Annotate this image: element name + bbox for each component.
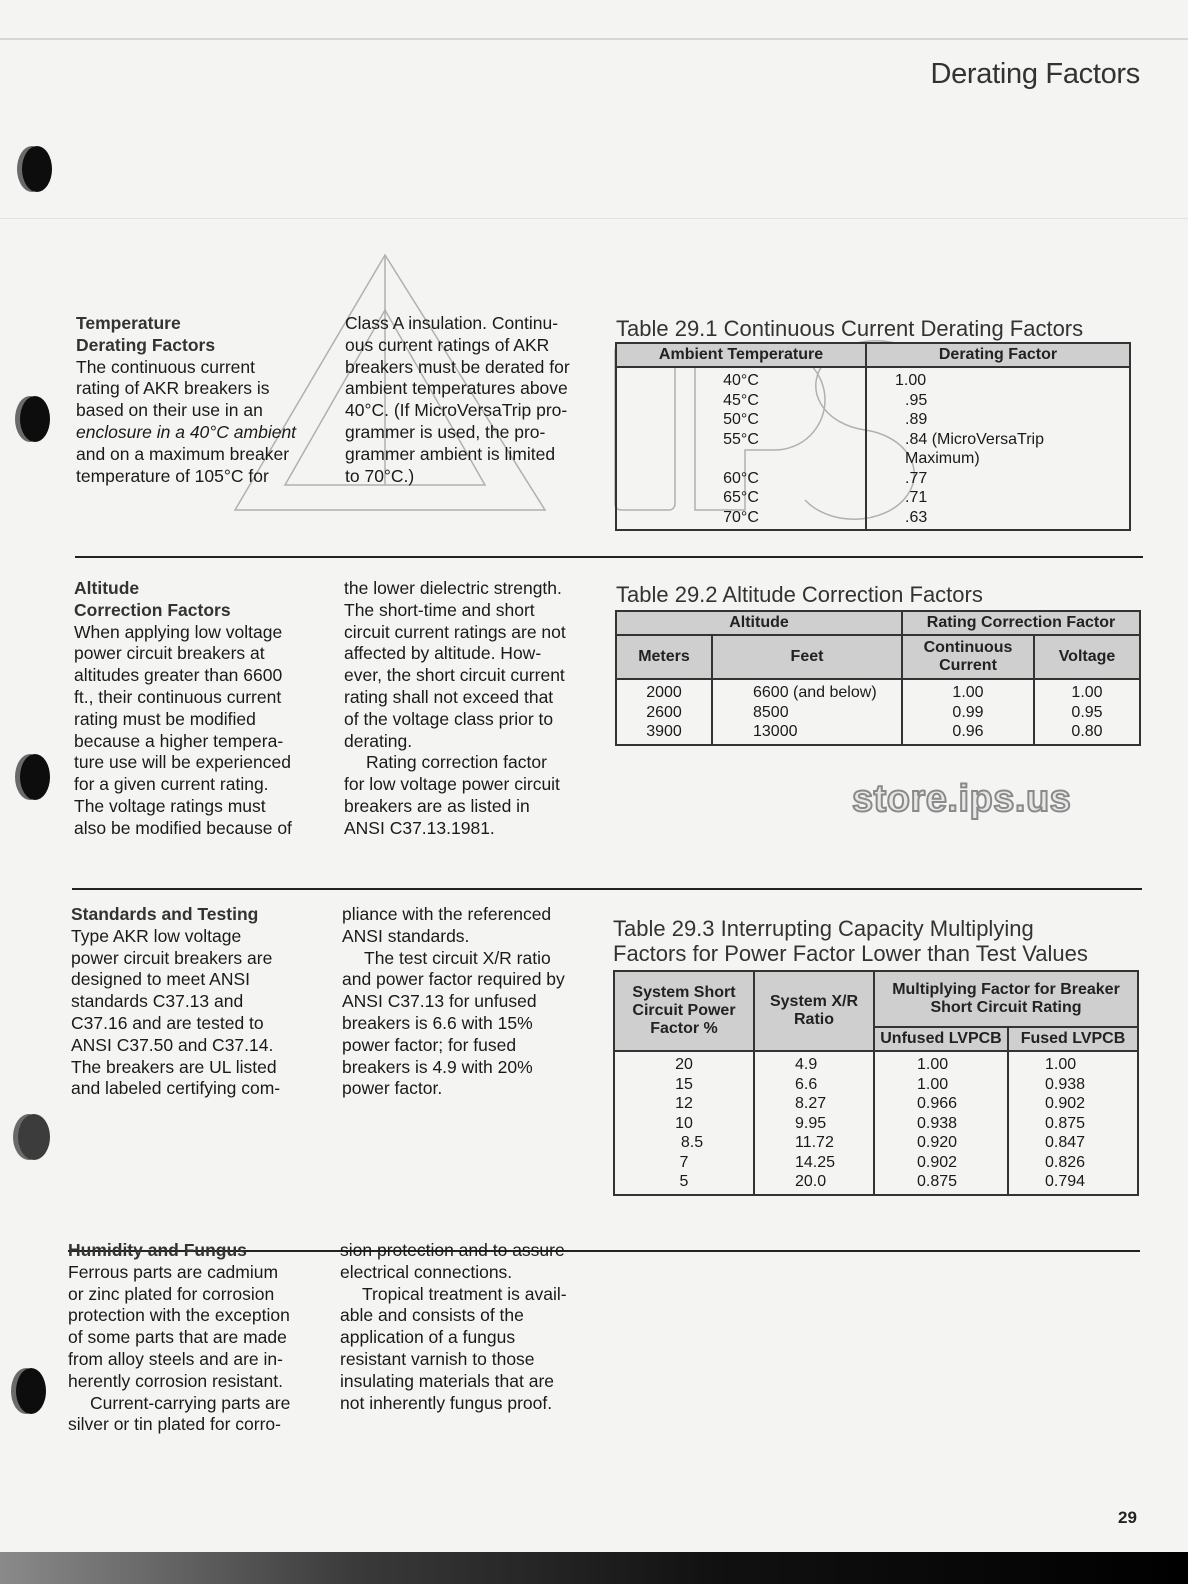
text-line: rating of AKR breakers is [76, 378, 270, 399]
table-row [616, 679, 1140, 703]
col-header: Continuous Current [902, 635, 1034, 679]
text-line: and labeled certifying com- [71, 1078, 281, 1099]
text-line: ambient temperatures above [345, 378, 568, 399]
cell: 70°C [616, 508, 866, 531]
cell: .84 (MicroVersaTrip Maximum) [866, 430, 1130, 469]
cell: 20 [614, 1051, 754, 1075]
text-line: electrical connections. [340, 1261, 513, 1282]
text-line: also be modified because of [74, 817, 292, 838]
text-line: ever, the short circuit current [344, 665, 565, 686]
text-line: enclosure in a 40°C ambient [76, 421, 297, 442]
text-line: rating shall not exceed that [344, 686, 554, 707]
cell: 0.875 [1008, 1114, 1138, 1134]
table3 [613, 970, 1139, 1196]
cell: 0.875 [874, 1172, 1008, 1195]
altitude-col1 [74, 578, 329, 840]
text-line: 40°C. (If MicroVersaTrip pro- [345, 400, 568, 421]
text-line: for low voltage power circuit [344, 774, 560, 795]
cell: 1.00 [874, 1075, 1008, 1095]
temperature-col2 [345, 313, 600, 487]
table-row [614, 1051, 1138, 1075]
text-line: of some parts that are made [68, 1327, 287, 1348]
cell: .89 [866, 410, 1130, 430]
text-line: altitudes greater than 6600 [74, 665, 283, 686]
col-header: Fused LVPCB [1008, 1027, 1138, 1051]
text-line: not inherently fungus proof. [340, 1392, 553, 1413]
section-heading: Humidity and Fungus [68, 1240, 247, 1260]
section-heading: Temperature [76, 313, 181, 333]
cell: 0.920 [874, 1133, 1008, 1153]
text-line: ANSI C37.50 and C37.14. [71, 1034, 274, 1055]
text-line: able and consists of the [340, 1305, 524, 1326]
cell: 0.902 [874, 1153, 1008, 1173]
cell: 10 [614, 1114, 754, 1134]
binder-hole [18, 1114, 50, 1160]
humidity-col1 [68, 1240, 333, 1436]
cell: 3900 [616, 722, 712, 745]
text-line: breakers are as listed in [344, 795, 530, 816]
section-heading: Correction Factors [74, 599, 231, 620]
text-line: breakers is 4.9 with 20% [342, 1056, 533, 1077]
binder-hole [20, 396, 50, 442]
table-row [616, 508, 1130, 531]
table1 [615, 342, 1131, 531]
text-line: standards C37.13 and [71, 991, 244, 1012]
cell: 60°C [616, 469, 866, 489]
section-heading: Altitude [74, 578, 140, 598]
store-watermark: store.ips.us [852, 778, 1072, 820]
cell: 0.902 [1008, 1094, 1138, 1114]
text-line: The breakers are UL listed [71, 1056, 277, 1077]
cell: 2600 [616, 703, 712, 723]
cell: 4.9 [754, 1051, 874, 1075]
text-line: Class A insulation. Continu- [345, 313, 559, 333]
text-line: application of a fungus [340, 1327, 516, 1348]
cell: 0.847 [1008, 1133, 1138, 1153]
cell: 20.0 [754, 1172, 874, 1195]
text-line: affected by altitude. How- [344, 643, 542, 664]
cell: 40°C [616, 367, 866, 391]
text-line: circuit current ratings are not [344, 621, 566, 642]
text-line: ANSI C37.13.1981. [344, 817, 495, 838]
cell: 0.794 [1008, 1172, 1138, 1195]
table-row [614, 1094, 1138, 1114]
cell: 14.25 [754, 1153, 874, 1173]
text-line: Ferrous parts are cadmium [68, 1261, 279, 1282]
text-line: breakers is 6.6 with 15% [342, 1012, 533, 1033]
cell: 50°C [616, 410, 866, 430]
col-header: Derating Factor [866, 343, 1130, 367]
col-header: Voltage [1034, 635, 1140, 679]
text-line: When applying low voltage [74, 621, 283, 642]
text-line: and power factor required by [342, 969, 565, 990]
cell: .77 [866, 469, 1130, 489]
page-number: 29 [1118, 1508, 1137, 1527]
text-line: grammer ambient is limited [345, 443, 556, 464]
cell: 45°C [616, 391, 866, 411]
text-line: from alloy steels and are in- [68, 1348, 283, 1369]
cell: 8500 [712, 703, 902, 723]
text-line: resistant varnish to those [340, 1348, 535, 1369]
cell: 0.96 [902, 722, 1034, 745]
text-line: the lower dielectric strength. [344, 578, 562, 598]
text-line: herently corrosion resistant. [68, 1370, 283, 1391]
table1-caption: Table 29.1 Continuous Current Derating Factors [616, 316, 1084, 341]
cell: 6.6 [754, 1075, 874, 1095]
table2-caption: Table 29.2 Altitude Correction Factors [616, 582, 983, 607]
text-line: power circuit breakers are [71, 947, 273, 968]
text-line: protection with the exception [68, 1305, 290, 1326]
table-row [614, 1172, 1138, 1195]
text-line: ANSI C37.13 for unfused [342, 991, 537, 1012]
text-line: of the voltage class prior to [344, 708, 554, 729]
text-line: The test circuit X/R ratio [364, 947, 551, 968]
table-row [616, 469, 1130, 489]
table-row [614, 1133, 1138, 1153]
altitude-col2 [344, 578, 599, 840]
table3-caption [613, 916, 1088, 966]
binder-hole [20, 754, 50, 800]
text-line: Current-carrying parts are [90, 1392, 291, 1413]
faint-rule [0, 218, 1188, 219]
cell: 7 [614, 1153, 754, 1173]
standards-col1 [71, 904, 326, 1100]
table-row [616, 430, 1130, 469]
text-line: power factor; for fused [342, 1034, 517, 1055]
col-header: Unfused LVPCB [874, 1027, 1008, 1051]
caption-line: Table 29.3 Interrupting Capacity Multiplying [613, 916, 1034, 941]
scan-edge [0, 1552, 1188, 1584]
table2 [615, 610, 1141, 746]
section-divider [72, 888, 1142, 890]
text-line: insulating materials that are [340, 1370, 554, 1391]
text-line: grammer is used, the pro- [345, 421, 546, 442]
text-line: designed to meet ANSI [71, 969, 250, 990]
text-line: for a given current rating. [74, 774, 269, 795]
text-line: Type AKR low voltage [71, 925, 242, 946]
table-row [616, 367, 1130, 391]
text-line: sion protection and to assure [340, 1240, 565, 1260]
table-row [616, 722, 1140, 745]
col-header: Meters [616, 635, 712, 679]
text-line: rating must be modified [74, 708, 256, 729]
col-header: Feet [712, 635, 902, 679]
cell: 0.95 [1034, 703, 1140, 723]
table-row [616, 410, 1130, 430]
group-header: Altitude [616, 611, 902, 635]
col-header: System X/R Ratio [754, 971, 874, 1051]
table-row [616, 488, 1130, 508]
cell: 11.72 [754, 1133, 874, 1153]
cell: 1.00 [866, 367, 1130, 391]
cell: 6600 (and below) [712, 679, 902, 703]
group-header: Rating Correction Factor [902, 611, 1140, 635]
cell: 5 [614, 1172, 754, 1195]
text-line: C37.16 and are tested to [71, 1012, 264, 1033]
text-line: Tropical treatment is avail- [362, 1283, 567, 1304]
cell: 8.27 [754, 1094, 874, 1114]
text-line: silver or tin plated for corro- [68, 1414, 281, 1435]
cell: 55°C [616, 430, 866, 469]
table-row [614, 1114, 1138, 1134]
text-line: The continuous current [76, 356, 255, 377]
cell: 1.00 [1008, 1051, 1138, 1075]
cell: 1.00 [1034, 679, 1140, 703]
text-line: based on their use in an [76, 400, 263, 421]
text-line: pliance with the referenced [342, 904, 552, 924]
standards-col2 [342, 904, 602, 1100]
cell: 2000 [616, 679, 712, 703]
text-line: ft., their continuous current [74, 686, 282, 707]
cell: 13000 [712, 722, 902, 745]
page-title: Derating Factors [930, 58, 1140, 90]
cell: 1.00 [902, 679, 1034, 703]
cell: 0.99 [902, 703, 1034, 723]
text-line: temperature of 105°C for [76, 465, 269, 486]
text-line: derating. [344, 730, 413, 751]
top-rule [0, 38, 1188, 40]
text-line: or zinc plated for corrosion [68, 1283, 275, 1304]
cell: 1.00 [874, 1051, 1008, 1075]
text-line: power circuit breakers at [74, 643, 265, 664]
col-header: Ambient Temperature [616, 343, 866, 367]
binder-hole [16, 1368, 46, 1414]
section-heading: Derating Factors [76, 334, 216, 355]
table-row [614, 1153, 1138, 1173]
cell: .71 [866, 488, 1130, 508]
cell: 9.95 [754, 1114, 874, 1134]
text-line: Rating correction factor [366, 752, 547, 773]
section-heading: Standards and Testing [71, 904, 259, 924]
text-line: to 70°C.) [345, 465, 415, 486]
col-header: System Short Circuit Power Factor % [614, 971, 754, 1051]
table-row [614, 1075, 1138, 1095]
cell: .63 [866, 508, 1130, 531]
table-row [616, 703, 1140, 723]
text-line: power factor. [342, 1078, 443, 1099]
text-line: ture use will be experienced [74, 752, 291, 773]
cell: 8.5 [614, 1133, 754, 1153]
text-line: The voltage ratings must [74, 795, 266, 816]
text-line: and on a maximum breaker [76, 443, 290, 464]
text-line: ANSI standards. [342, 925, 470, 946]
text-line: breakers must be derated for [345, 356, 570, 377]
section-divider [75, 556, 1143, 558]
humidity-col2 [340, 1240, 600, 1414]
temperature-col1 [76, 313, 326, 487]
cell: 0.80 [1034, 722, 1140, 745]
cell: 0.938 [1008, 1075, 1138, 1095]
cell: 0.966 [874, 1094, 1008, 1114]
cell: .95 [866, 391, 1130, 411]
cell: 65°C [616, 488, 866, 508]
text-line: The short-time and short [344, 599, 535, 620]
cell: 0.826 [1008, 1153, 1138, 1173]
text-line: because a higher tempera- [74, 730, 284, 751]
cell: 15 [614, 1075, 754, 1095]
group-header: Multiplying Factor for Breaker Short Circuit Rating [874, 971, 1138, 1027]
binder-hole [22, 146, 52, 192]
cell: 12 [614, 1094, 754, 1114]
table-row [616, 391, 1130, 411]
text-line: ous current ratings of AKR [345, 334, 550, 355]
caption-line: Factors for Power Factor Lower than Test Values [613, 941, 1088, 966]
cell: 0.938 [874, 1114, 1008, 1134]
